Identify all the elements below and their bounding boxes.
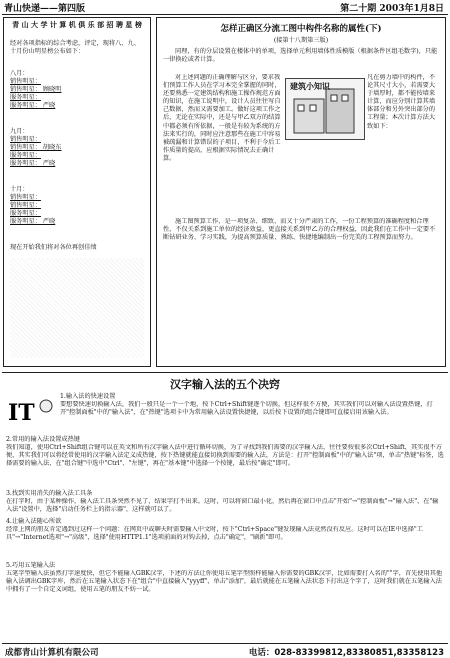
- article1-title: 怎样正确区分流工图中构件名称的属性(下): [220, 24, 382, 34]
- award-row: 服务明星： 严晓: [10, 102, 56, 110]
- award-row: 销售明星：: [10, 78, 41, 86]
- article2-section-body: 经常上网的朋友肯定遇到过这样一个问题：在网页中或聊天时需要输入中文时，按下"Ctrl+Space"键发现输入法竟然没有反应。这时可以在IE中选择"工具"→"Internet选项"→"高级"，选择"使用HTTP1.1"选项前面的对钩去掉，点击"确定"，"刷新"即可。: [6, 526, 423, 542]
- award-row: 服务明星： 严晓: [10, 160, 56, 168]
- notice-title: 青 山 大 学 计 算 机 俱 乐 部 招 聘 星 榜: [12, 20, 142, 29]
- header-title: 青山快递——第四版: [4, 4, 86, 14]
- svg-text:IT: IT: [8, 400, 35, 426]
- article1-paragraph: 施工图预算工作，是一项复杂、细致、而又十分严肃的工作，一份工程预算的准确程度和合理性，不仅关系到施工单位的经济效益，更直接关系到甲乙方的合理权益，因此我们在工作中一定要不断钻研业务、学习实践，为提高预算质量、熟练、快捷地编制出一份完美的工程预算而努力。: [163, 218, 436, 242]
- award-row: 销售明星：: [10, 194, 41, 202]
- month-block-oct: [10, 186, 140, 226]
- footer-rule: [2, 643, 448, 644]
- article2-section-heading: 3.找到实用消失的输入法工具条: [6, 490, 93, 497]
- month-label: 九月：: [10, 128, 29, 135]
- article2-section-heading: 4.让输入法随心所欲: [6, 518, 62, 525]
- article2-section-body: 五笔字型输入法虽然打字速度快，但它不能输入GBK汉字，下述的方法让你使用五笔字型照样能输入你需要的GBK汉字，比如需要打入名的""字，首先使用其他输入法调出GBK字库，然后在五笔输入状态下在"组合"中直接输入"yyyff"，单击"添加"，最后就能在五笔输入法状态下打出这个字了，这时我们就在五笔输入法中拥有了一个自定义词组，使用五笔的朋友不妨一试。: [6, 570, 443, 594]
- article2-section-body: 在打字时，由于某种操作，输入法工具条突然不见了，结果字打不出来。这时，可以将窗口最小化，然后再在窗口中点击"开始"→"控制面板"→"输入法"，在"输入法"设置中，选择"启动任务栏上的指示器"，这样就可以了。: [6, 498, 439, 514]
- award-row: 服务明星： 严晓: [10, 218, 56, 226]
- page-header: [2, 0, 448, 14]
- building-illustration: [285, 78, 365, 140]
- article2-section-heading: 1.输入法的快速设置: [60, 393, 116, 400]
- notice-background-pattern: [10, 258, 144, 358]
- award-row: 销售明星： 顾晓明: [10, 86, 62, 94]
- article1-paragraph: 同理，有的分层设置在楼体中的单项，选择单元利用墙体性质模版（根据条件区组毛数字)，只能一律换砼或者计算。: [163, 48, 438, 64]
- month-label: 八月：: [10, 70, 29, 77]
- section-rule: [2, 372, 448, 373]
- header-issue-date: 第二十期 2003年1月8日: [340, 4, 444, 14]
- award-row: 销售明星： 胡晓东: [10, 144, 62, 152]
- month-label: 十月：: [10, 186, 29, 193]
- award-row: 销售明星：: [10, 136, 41, 144]
- notice-box: [3, 17, 151, 367]
- article1-subtitle: (接第十八期第三版): [273, 37, 329, 44]
- article1-right-column: 凡在剪力墙中的构件，不论其尺寸大小，若需要大于墙厚时，都不能按墙来计算，而应分别计算其墙体部分和另外突出部分的工程量；本次计算方法大致如下：: [367, 74, 436, 130]
- award-row: 销售明星：: [10, 202, 41, 210]
- article2-illustration: [6, 396, 56, 432]
- article2-title: 汉字输入法的五个决窍: [170, 378, 280, 391]
- award-row: 服务明星：: [10, 94, 41, 102]
- footer-company: 成都青山计算机有限公司: [5, 648, 99, 658]
- month-block-aug: [10, 70, 140, 110]
- header-rule: [2, 14, 448, 15]
- article2-section-heading: 5.巧用五笔输入法: [6, 562, 56, 569]
- award-row: 服务明星：: [10, 210, 41, 218]
- image-label: 建筑小知识: [290, 82, 330, 91]
- notice-closing: 现在开始我们将对各位再创佳绩: [10, 244, 97, 251]
- article-building-box: [156, 17, 446, 367]
- keyboard-icon: [6, 396, 56, 432]
- footer-phone: 电话：028-83399812,83380851,83358123: [248, 648, 444, 658]
- page-footer: [2, 645, 448, 658]
- article1-paragraph: 对上述问题的正确理解与区分，要求我们预算工作人员在学习本完全掌握的同时，还要熟悉一定建筑结构和施工操作规范方面的知识，在施工说明中，设计人员往往写自己数据，然而又需要加工。做好这项工作之后，无论在实际中，还是与甲乙双方的结算中都必须有所依据，一般是有较为系统的方法来实行的，同时应注意那些在施工中容易被疏漏和计算错误的子项目，不利于今后工作质量的提高，应根据实际情况去正确计算。: [163, 74, 281, 162]
- article2-section-heading: 2.常用的输入法设置成热键: [6, 436, 80, 443]
- article2-section-body: 我们知道，使用Ctrl+Shift组合键可以在英文和所有汉字输入法中进行循环切换，为了寻找到我们需要的汉字输入法，往往要按很多次Ctrl+Shift，其实很不方便，其实我们可以将经常使用的汉字输入法定义成热键，按下热键就能直接切换到需要的输入法，方法是：打开"控制面板"中的"输入法"项，单击"热键"标签，选择需要的输入法，在"组合键"中选中"Ctrl"、"左键"，再在"基本键"中选择一个按键，最后按"确定"即可。: [6, 444, 444, 468]
- award-row: 服务明星：: [10, 152, 41, 160]
- notice-intro: 经对各项指标的综合考虑，评定，现将八、九、十月份山明星榜公布如下：: [10, 40, 140, 56]
- month-block-sep: [10, 128, 140, 168]
- article2-section-body: 要想要快速切换输入法，我们一般只是一个一个地，按下Ctrl+Shift键逐个切换，但这样很不方便，其实我们可以对输入法设置热键，打开"控制面板"中的"输入法"，在"热键"选项卡中为常用输入法设置快捷键，以后按下设置的组合键即可直接启用该输入法。: [60, 401, 433, 417]
